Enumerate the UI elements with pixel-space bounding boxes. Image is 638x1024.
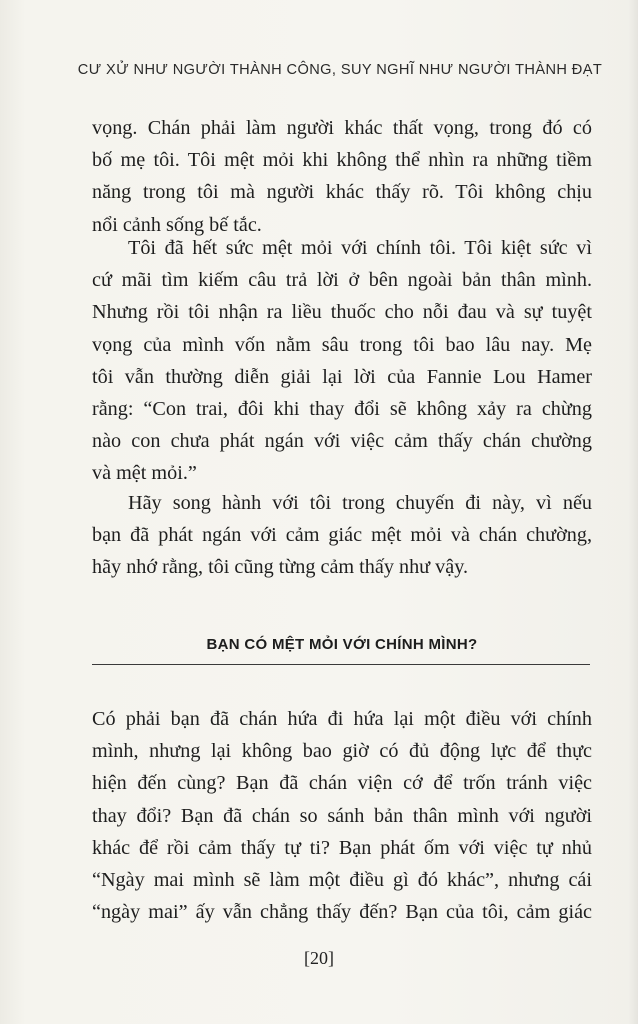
text-line: hãy nhớ rằng, tôi cũng từng cảm thấy như vậy.: [92, 556, 469, 579]
section-heading: BẠN CÓ MỆT MỎI VỚI CHÍNH MÌNH?: [206, 636, 478, 653]
text-line: và mệt mỏi.”: [92, 462, 197, 485]
text-line: tôi vẫn thường diễn giải lại lời của Fannie Lou Hamer: [92, 365, 592, 388]
text-line: vọng. Chán phải làm người khác thất vọng, trong đó có: [92, 117, 592, 139]
text-line: nào con chưa phát ngán với việc cảm thấy chán chường: [92, 430, 592, 453]
text-line: Nhưng rồi tôi nhận ra liều thuốc cho nỗi đau và sự tuyệt: [92, 301, 592, 324]
paragraph-1: [92, 112, 592, 241]
text-line: Có phải bạn đã chán hứa đi hứa lại một điều với chính: [92, 708, 592, 730]
text-line: thay đổi? Bạn đã chán so sánh bản thân mình với người: [92, 804, 592, 827]
page-edge-shadow: [628, 0, 638, 1024]
text-line: nổi cảnh sống bế tắc.: [92, 213, 262, 236]
text-line: hiện đến cùng? Bạn đã chán viện cớ để trốn tránh việc: [92, 772, 592, 795]
running-header: CƯ XỬ NHƯ NGƯỜI THÀNH CÔNG, SUY NGHĨ NHƯ NGƯỜI THÀNH ĐẠT: [77, 62, 603, 78]
text-line: mình, nhưng lại không bao giờ có đủ động lực để thực: [92, 740, 592, 763]
section-divider: [92, 664, 590, 665]
paragraph-4: [92, 703, 592, 928]
paragraph-2: [92, 232, 592, 490]
text-line: bạn đã phát ngán với cảm giác mệt mỏi và chán chường,: [92, 524, 592, 547]
text-line: “ngày mai” ấy vẫn chẳng thấy đến? Bạn của tôi, cảm giác: [92, 901, 592, 924]
text-line: cứ mãi tìm kiếm câu trả lời ở bên ngoài bản thân mình.: [92, 269, 592, 292]
text-line: Hãy song hành với tôi trong chuyến đi này, vì nếu: [128, 492, 592, 514]
text-line: rằng: “Con trai, đôi khi thay đổi sẽ không xảy ra chừng: [92, 397, 592, 420]
text-line: Tôi đã hết sức mệt mỏi với chính tôi. Tôi kiệt sức vì: [128, 237, 592, 259]
text-line: vọng của mình vốn nằm sâu trong tôi bao lâu nay. Mẹ: [92, 333, 592, 356]
page-number: [20]: [304, 948, 334, 968]
paragraph-3: [92, 487, 592, 584]
text-line: năng trong tôi mà người khác thấy rõ. Tôi không chịu: [92, 181, 592, 204]
text-line: khác để rồi cảm thấy tự ti? Bạn phát ốm với việc tự nhủ: [92, 836, 592, 859]
text-line: bố mẹ tôi. Tôi mệt mỏi khi không thể nhìn ra những tiềm: [92, 149, 592, 172]
text-line: “Ngày mai mình sẽ làm một điều gì đó khác”, nhưng cái: [92, 868, 592, 891]
